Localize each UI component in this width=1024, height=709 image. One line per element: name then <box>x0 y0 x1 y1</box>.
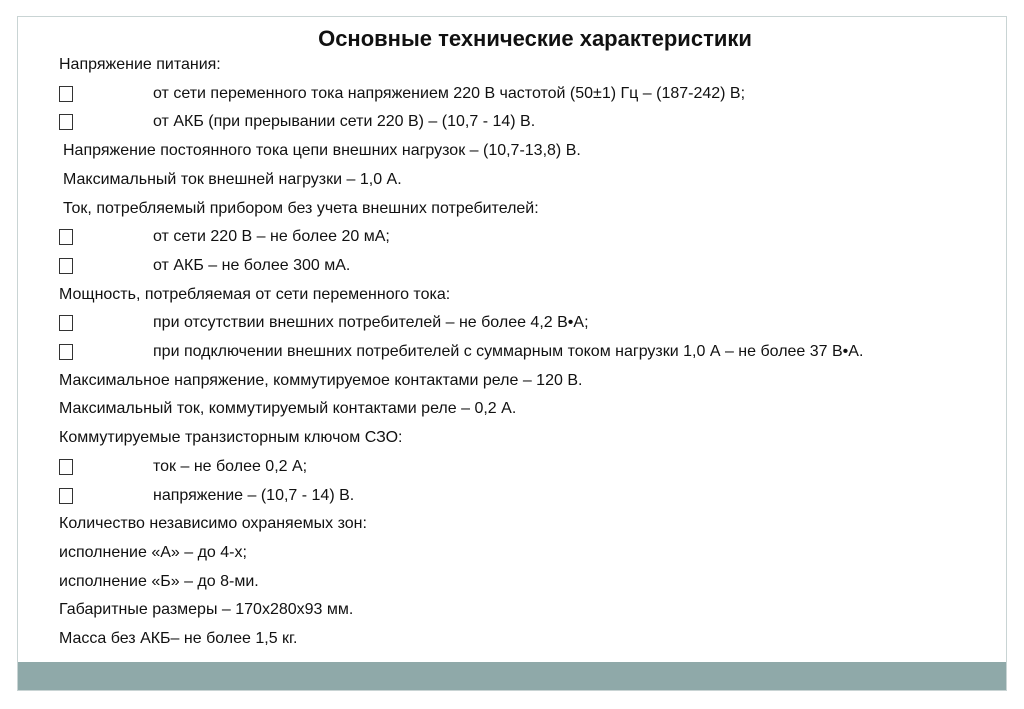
spec-text: Ток, потребляемый прибором без учета внешних потребителей: <box>63 199 539 217</box>
bullet-box-icon <box>59 229 73 245</box>
bullet-text: от сети переменного тока напряжением 220 В частотой (50±1) Гц – (187-242) В; <box>153 84 746 102</box>
spec-text: Максимальный ток внешней нагрузки – 1,0 А. <box>63 170 402 188</box>
spec-text: Масса без АКБ– не более 1,5 кг. <box>59 630 298 647</box>
bullet-text: от АКБ – не более 300 мА. <box>153 256 351 274</box>
page-title: Основные технические характеристики <box>318 26 752 51</box>
bullet-box-icon <box>59 114 73 130</box>
bullet-box-icon <box>59 344 73 360</box>
bullet-box-icon <box>59 315 73 331</box>
spec-text: Мощность, потребляемая от сети переменного тока: <box>59 285 451 303</box>
bullet-text: напряжение – (10,7 - 14) В. <box>153 486 355 504</box>
bullet-text: ток – не более 0,2 А; <box>153 457 308 475</box>
spec-text: Максимальное напряжение, коммутируемое контактами реле – 120 В. <box>59 371 583 389</box>
spec-text: Габаритные размеры – 170х280х93 мм. <box>59 601 354 619</box>
bullet-text: при отсутствии внешних потребителей – не более 4,2 В•А; <box>153 314 589 332</box>
bullet-text: от сети 220 В – не более 20 мА; <box>153 228 390 246</box>
spec-text: Напряжение постоянного тока цепи внешних нагрузок – (10,7-13,8) В. <box>63 142 581 160</box>
bullet-text: от АКБ (при прерывании сети 220 В) – (10,7 - 14) В. <box>153 113 536 131</box>
bullet-text: при подключении внешних потребителей с суммарным током нагрузки 1,0 А – не более 37 В•А. <box>153 343 864 360</box>
footer-bar <box>18 662 1006 690</box>
spec-text: Количество независимо охраняемых зон: <box>59 515 367 533</box>
spec-text: Коммутируемые транзисторным ключом СЗО: <box>59 429 403 447</box>
spec-text: исполнение «А» – до 4-х; <box>59 543 247 561</box>
bullet-box-icon <box>59 488 73 504</box>
spec-text: Напряжение питания: <box>59 56 221 73</box>
spec-text: Максимальный ток, коммутируемый контактами реле – 0,2 А. <box>59 400 517 418</box>
bullet-box-icon <box>59 459 73 475</box>
spec-text: исполнение «Б» – до 8-ми. <box>59 572 259 590</box>
bullet-box-icon <box>59 258 73 274</box>
bullet-box-icon <box>59 86 73 102</box>
